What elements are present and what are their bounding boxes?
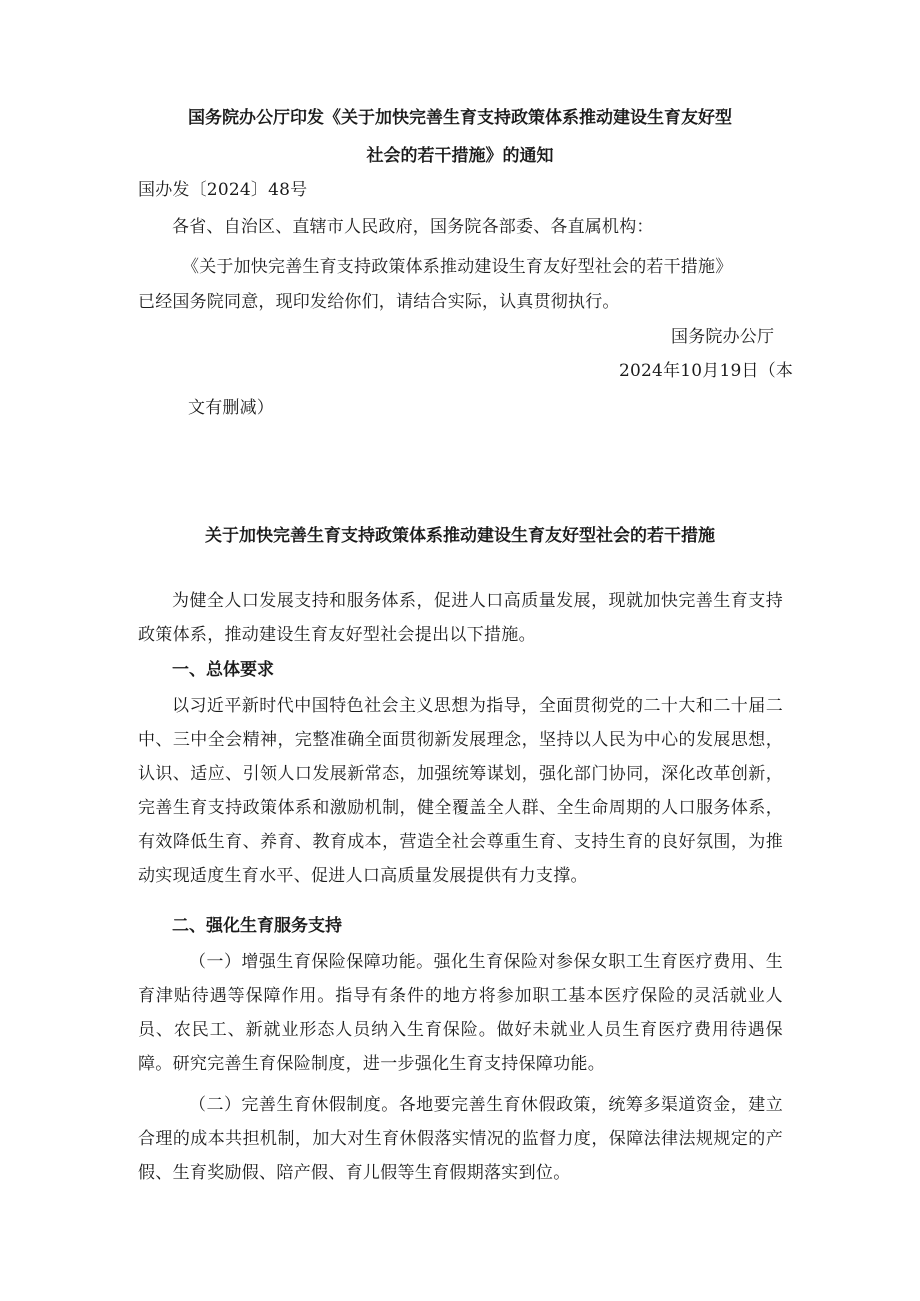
addressee: 各省、自治区、直辖市人民政府，国务院各部委、各直属机构： [172, 217, 654, 237]
deletion-note: 文有删减） [188, 398, 274, 418]
section1-heading: 一、总体要求 [172, 660, 274, 680]
notice-body-line1: 《关于加快完善生育支持政策体系推动建设生育友好型社会的若干措施》 [182, 257, 733, 277]
issuer: 国务院办公厅 [671, 327, 775, 347]
section2-item2: （二）完善生育休假制度。各地要完善生育休假政策，统筹多渠道资金，建立合理的成本共担机制，加大对生育休假落实情况的监督力度，保障法律法规规定的产假、生育奖励假、陪产假、育儿假等生育假期落实到位。 [138, 1095, 783, 1183]
section1-body: 以习近平新时代中国特色社会主义思想为指导，全面贯彻党的二十大和二十届二中、三中全会精神，完整准确全面贯彻新发展理念，坚持以人民为中心的发展思想，认识、适应、引领人口发展新常态，加强统筹谋划，强化部门协同，深化改革创新，完善生育支持政策体系和激励机制，健全覆盖全人群、全生命周期的人口服务体系，有效降低生育、养育、教育成本，营造全社会尊重生育、支持生育的良好氛围，为推动实现适度生育水平、促进人口高质量发展提供有力支撑。 [138, 696, 783, 886]
issue-date: 2024年10月19日（本 [619, 361, 794, 381]
section2-item1: （一）增强生育保险保障功能。强化生育保险对参保女职工生育医疗费用、生育津贴待遇等保障作用。指导有条件的地方将参加职工基本医疗保险的灵活就业人员、农民工、新就业形态人员纳入生育保险。做好未就业人员生育医疗费用待遇保障。研究完善生育保险制度，进一步强化生育支持保障功能。 [138, 952, 783, 1074]
section2-heading: 二、强化生育服务支持 [172, 916, 342, 936]
notice-title-line2: 社会的若干措施》的通知 [366, 146, 554, 166]
notice-title-line1: 国务院办公厅印发《关于加快完善生育支持政策体系推动建设生育友好型 [188, 108, 732, 128]
notice-body-line2: 已经国务院同意，现印发给你们，请结合实际，认真贯彻执行。 [138, 292, 620, 312]
measures-intro: 为健全人口发展支持和服务体系，促进人口高质量发展，现就加快完善生育支持政策体系，推动建设生育友好型社会提出以下措施。 [138, 591, 783, 645]
document-number: 国办发〔2024〕48号 [138, 180, 308, 200]
measures-title: 关于加快完善生育支持政策体系推动建设生育友好型社会的若干措施 [205, 526, 715, 546]
